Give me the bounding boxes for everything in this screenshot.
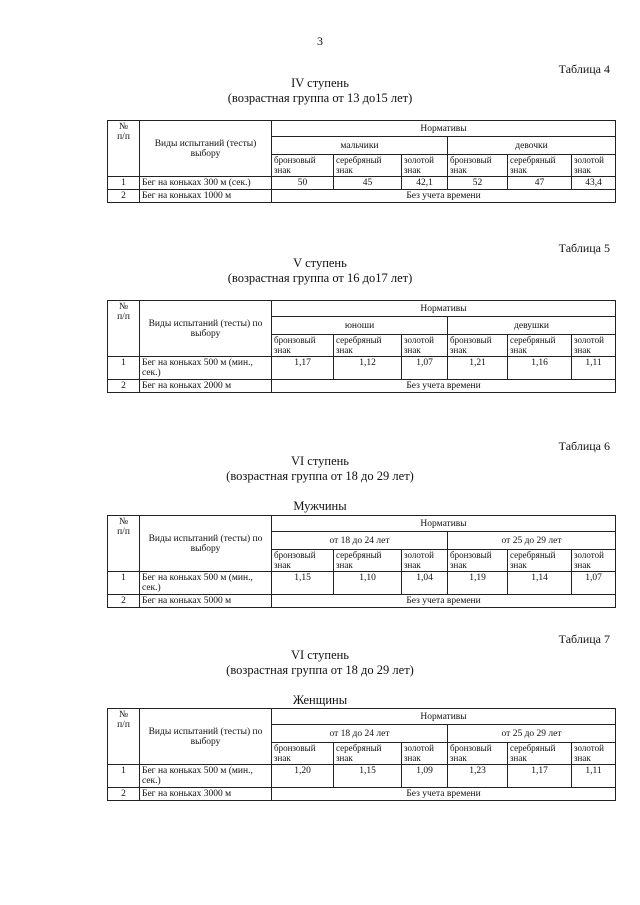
medal-header: бронзовый знак — [272, 550, 334, 572]
medal-header: бронзовый знак — [272, 743, 334, 765]
medal-header: серебряный знак — [508, 155, 572, 177]
medal-header: бронзовый знак — [448, 550, 508, 572]
row-number: 2 — [108, 190, 140, 203]
standard-value: 42,1 — [402, 177, 448, 190]
table-label: Таблица 7 — [558, 632, 610, 646]
medal-header: бронзовый знак — [448, 743, 508, 765]
standards-table — [107, 120, 616, 203]
standard-value: 1,07 — [402, 357, 448, 380]
no-time-limit: Без учета времени — [272, 595, 616, 608]
header-row — [108, 516, 616, 532]
table-row — [108, 380, 616, 393]
col-tests-header: Виды испытаний (тесты) по выбору — [140, 301, 272, 357]
standard-value: 52 — [448, 177, 508, 190]
standard-value: 1,23 — [448, 765, 508, 788]
table-row — [108, 177, 616, 190]
test-name: Бег на коньках 1000 м — [140, 190, 272, 203]
col-tests-header: Виды испытаний (тесты) по выбору — [140, 516, 272, 572]
standard-value: 1,14 — [508, 572, 572, 595]
table-row — [108, 357, 616, 380]
medal-header: серебряный знак — [508, 743, 572, 765]
medal-header: золотой знак — [402, 743, 448, 765]
table-row — [108, 788, 616, 801]
standard-value: 43,4 — [572, 177, 616, 190]
test-name: Бег на коньках 2000 м — [140, 380, 272, 393]
group-header-1: юноши — [272, 317, 448, 335]
standard-value: 1,21 — [448, 357, 508, 380]
medal-header: бронзовый знак — [448, 155, 508, 177]
normatives-header: Нормативы — [272, 516, 616, 532]
standard-value: 1,09 — [402, 765, 448, 788]
standard-value: 1,12 — [334, 357, 402, 380]
medal-header: золотой знак — [572, 155, 616, 177]
col-tests-header: Виды испытаний (тесты) по выбору — [140, 709, 272, 765]
standard-value: 1,15 — [334, 765, 402, 788]
medal-header: бронзовый знак — [272, 335, 334, 357]
age-group: (возрастная группа от 16 до17 лет) — [227, 271, 413, 285]
standard-value: 1,11 — [572, 765, 616, 788]
stage-title: V ступень — [293, 256, 347, 270]
standard-value: 47 — [508, 177, 572, 190]
standard-value: 1,10 — [334, 572, 402, 595]
group-header-2: девушки — [448, 317, 616, 335]
group-header-2: девочки — [448, 137, 616, 155]
group-header-1: мальчики — [272, 137, 448, 155]
test-name: Бег на коньках 500 м (мин., сек.) — [140, 765, 272, 788]
gender-subtitle: Женщины — [292, 693, 348, 707]
standard-value: 1,04 — [402, 572, 448, 595]
test-name: Бег на коньках 3000 м — [140, 788, 272, 801]
col-number-header: № п/п — [108, 709, 140, 765]
group-header-2: от 25 до 29 лет — [448, 725, 616, 743]
row-number: 1 — [108, 177, 140, 190]
table-label: Таблица 5 — [558, 241, 610, 255]
normatives-header: Нормативы — [272, 301, 616, 317]
standard-value: 1,17 — [272, 357, 334, 380]
col-number-header: № п/п — [108, 301, 140, 357]
standard-value: 45 — [334, 177, 402, 190]
medal-header: золотой знак — [572, 335, 616, 357]
age-group: (возрастная группа от 18 до 29 лет) — [226, 469, 414, 483]
no-time-limit: Без учета времени — [272, 190, 616, 203]
test-name: Бег на коньках 5000 м — [140, 595, 272, 608]
table-label: Таблица 4 — [558, 62, 610, 76]
standard-value: 1,11 — [572, 357, 616, 380]
medal-header: серебряный знак — [508, 335, 572, 357]
medal-header: серебряный знак — [508, 550, 572, 572]
page-number: 3 — [317, 34, 323, 48]
standard-value: 1,15 — [272, 572, 334, 595]
medal-header: золотой знак — [402, 550, 448, 572]
col-number-header: № п/п — [108, 516, 140, 572]
stage-title: VI ступень — [290, 648, 350, 662]
standard-value: 1,19 — [448, 572, 508, 595]
table-row — [108, 572, 616, 595]
row-number: 1 — [108, 765, 140, 788]
col-number-header: № п/п — [108, 121, 140, 177]
no-time-limit: Без учета времени — [272, 788, 616, 801]
medal-header: золотой знак — [572, 550, 616, 572]
stage-title: VI ступень — [290, 454, 350, 468]
group-header-1: от 18 до 24 лет — [272, 532, 448, 550]
table-row — [108, 765, 616, 788]
test-name: Бег на коньках 500 м (мин., сек.) — [140, 357, 272, 380]
table-label: Таблица 6 — [558, 439, 610, 453]
header-row — [108, 709, 616, 725]
table-row — [108, 595, 616, 608]
row-number: 2 — [108, 595, 140, 608]
age-group: (возрастная группа от 13 до15 лет) — [227, 91, 413, 105]
normatives-header: Нормативы — [272, 121, 616, 137]
normatives-header: Нормативы — [272, 709, 616, 725]
medal-header: серебряный знак — [334, 550, 402, 572]
medal-header: серебряный знак — [334, 335, 402, 357]
table-row — [108, 190, 616, 203]
standard-value: 1,07 — [572, 572, 616, 595]
standard-value: 1,17 — [508, 765, 572, 788]
test-name: Бег на коньках 300 м (сек.) — [140, 177, 272, 190]
standards-table — [107, 515, 616, 608]
group-header-1: от 18 до 24 лет — [272, 725, 448, 743]
row-number: 1 — [108, 357, 140, 380]
header-row — [108, 121, 616, 137]
row-number: 2 — [108, 380, 140, 393]
standards-table — [107, 300, 616, 393]
row-number: 1 — [108, 572, 140, 595]
medal-header: серебряный знак — [334, 155, 402, 177]
medal-header: золотой знак — [402, 335, 448, 357]
medal-header: серебряный знак — [334, 743, 402, 765]
group-header-2: от 25 до 29 лет — [448, 532, 616, 550]
col-tests-header: Виды испытаний (тесты) выбору — [140, 121, 272, 177]
standard-value: 50 — [272, 177, 334, 190]
gender-subtitle: Мужчины — [293, 499, 347, 513]
stage-title: IV ступень — [291, 76, 349, 90]
standard-value: 1,20 — [272, 765, 334, 788]
medal-header: золотой знак — [402, 155, 448, 177]
test-name: Бег на коньках 500 м (мин., сек.) — [140, 572, 272, 595]
medal-header: бронзовый знак — [448, 335, 508, 357]
header-row — [108, 301, 616, 317]
no-time-limit: Без учета времени — [272, 380, 616, 393]
standards-table — [107, 708, 616, 801]
age-group: (возрастная группа от 18 до 29 лет) — [226, 663, 414, 677]
medal-header: бронзовый знак — [272, 155, 334, 177]
row-number: 2 — [108, 788, 140, 801]
medal-header: золотой знак — [572, 743, 616, 765]
standard-value: 1,16 — [508, 357, 572, 380]
